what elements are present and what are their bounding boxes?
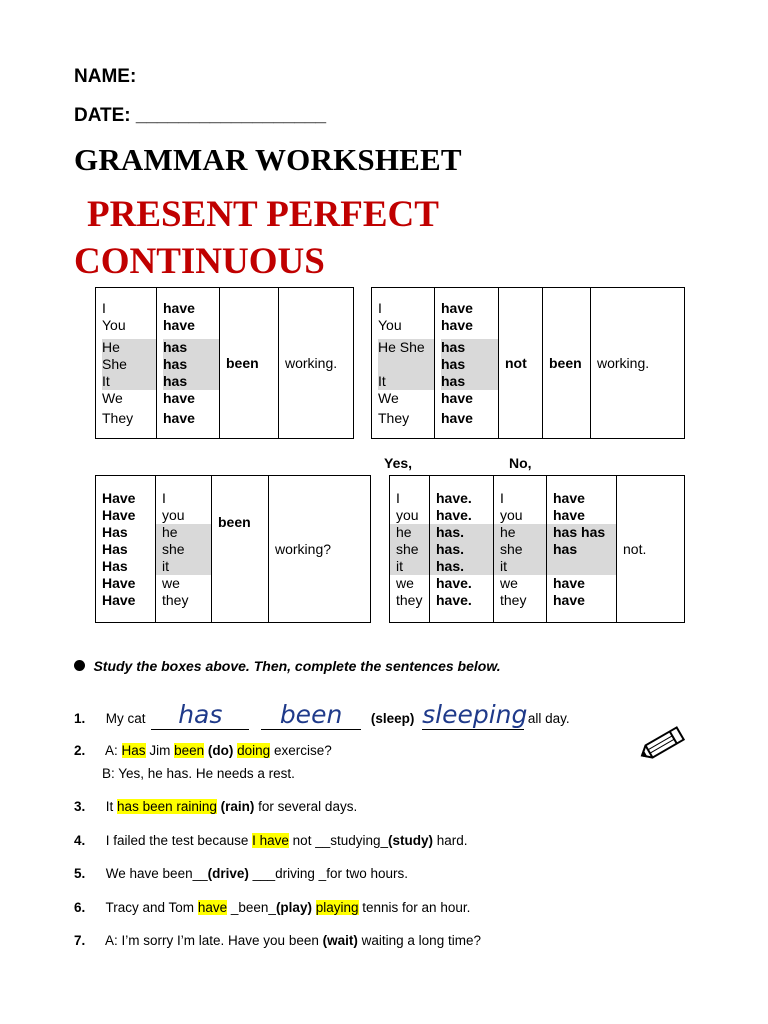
pronoun: they [162, 591, 189, 608]
aux-verb: have. [436, 489, 472, 506]
pronoun: he [390, 524, 429, 541]
aux-column [157, 288, 220, 439]
name-label: NAME: [74, 66, 137, 87]
aux-verb: have. [436, 506, 472, 523]
verb-cue: (drive) [207, 866, 249, 881]
highlighted-answer: doing [237, 743, 271, 758]
aux-column [435, 288, 499, 439]
pronoun: it [390, 558, 429, 575]
aux-verb: has [163, 356, 219, 373]
short-answer-table [389, 475, 685, 623]
not-cell: not [499, 288, 543, 439]
verb-cue: (play) [275, 900, 312, 915]
pronoun: it [156, 558, 211, 575]
exercise-text: waiting a long time? [361, 933, 481, 948]
verb-cue: (sleep) [370, 711, 415, 726]
exercise-4 [74, 833, 468, 848]
aux-verb: Has [102, 557, 128, 574]
pronoun: she [494, 541, 546, 558]
aux-verb: has. [430, 541, 493, 558]
verb-cell: working? [269, 476, 371, 623]
pronoun-column [96, 288, 157, 439]
aux-verb: Has [102, 523, 128, 540]
aux-verb: have [163, 299, 195, 316]
handwritten-answer: been [279, 700, 343, 729]
aux-verb: have [441, 316, 473, 333]
aux-verb: has [163, 373, 219, 390]
aux-verb: have [553, 574, 585, 591]
verb-cue: (study) [388, 833, 433, 848]
pronoun: He [102, 339, 156, 356]
pronoun: You [378, 316, 402, 333]
pronoun: you [500, 506, 523, 523]
date-label: DATE: __________________ [74, 105, 327, 126]
instruction-text: Study the boxes above. Then, complete the sentences below. [93, 658, 501, 674]
pronoun: we [500, 574, 518, 591]
aux-verb: have. [436, 591, 472, 608]
pronoun: she [156, 541, 211, 558]
verb-cell: working. [591, 288, 685, 439]
aux-verb: has. [430, 558, 493, 575]
pronoun: I [396, 489, 400, 506]
aux-verb: has has [547, 524, 616, 541]
pronoun: you [162, 506, 185, 523]
aux-verb: have [441, 299, 473, 316]
aux-verb [547, 558, 616, 575]
exercise-2 [74, 743, 332, 758]
bullet-icon [74, 660, 85, 671]
yes-aux-column [430, 476, 494, 623]
pencil-icon [633, 722, 691, 766]
aux-verb: has [441, 373, 498, 390]
exercise-2-response: B: Yes, he has. He needs a rest. [102, 766, 295, 781]
no-pronoun-column [494, 476, 547, 623]
answer-blank[interactable] [261, 700, 361, 730]
pronoun: I [378, 299, 382, 316]
aux-verb: have [553, 591, 585, 608]
exercise-number: 3. [74, 799, 86, 814]
yes-label: Yes, [384, 455, 413, 471]
exercise-text: not __studying_ [292, 833, 388, 848]
aux-verb: has [163, 339, 219, 356]
exercise-text: A: I’m sorry I’m late. Have you been [105, 933, 319, 948]
aux-verb: has [441, 339, 498, 356]
aux-verb: have [441, 389, 473, 406]
handwritten-answer: has [178, 700, 223, 729]
aux-verb: Have [102, 506, 136, 523]
aux-verb: has [441, 356, 498, 373]
aux-verb: have. [436, 574, 472, 591]
question-table [95, 475, 371, 623]
pronoun: They [378, 409, 410, 426]
exercise-6 [74, 900, 470, 915]
pronoun: it [494, 558, 546, 575]
subtitle-line2: CONTINUOUS [74, 241, 325, 282]
aux-verb: Have [102, 489, 136, 506]
verb-cue: (rain) [220, 799, 255, 814]
exercise-number: 7. [74, 933, 86, 948]
exercise-number: 4. [74, 833, 86, 848]
aux-verb: has. [430, 524, 493, 541]
pronoun: They [102, 409, 134, 426]
handwritten-answer: sleeping [422, 700, 528, 729]
exercise-text: ___driving _for two hours. [252, 866, 408, 881]
verb-cell: working. [279, 288, 354, 439]
pronoun: It [378, 373, 434, 390]
exercise-7 [74, 933, 481, 948]
aux-column [96, 476, 156, 623]
answer-blank[interactable] [151, 700, 249, 730]
highlighted-answer: Has [121, 743, 146, 758]
pronoun: She [102, 356, 156, 373]
aux-verb: has [547, 541, 616, 558]
exercise-number: 5. [74, 866, 86, 881]
been-cell: been [212, 476, 269, 623]
exercise-text: for several days. [258, 799, 358, 814]
highlighted-answer: playing [315, 900, 359, 915]
affirmative-table [95, 287, 354, 439]
highlighted-answer: I have [252, 833, 289, 848]
pronoun: we [396, 574, 414, 591]
pronoun: they [500, 591, 527, 608]
exercise-text: I failed the test because [105, 833, 249, 848]
exercise-text: all day. [527, 711, 570, 726]
pronoun: We [378, 389, 399, 406]
pronoun: We [102, 389, 123, 406]
exercise-text: _been_ [230, 900, 276, 915]
pronoun: I [162, 489, 166, 506]
instruction-row [74, 658, 501, 676]
exercise-number: 1. [74, 711, 86, 726]
aux-verb: have [163, 389, 195, 406]
exercise-text: Tracy and Tom [105, 900, 195, 915]
pronoun [378, 356, 434, 373]
exercise-text: tennis for an hour. [362, 900, 471, 915]
aux-verb: have [553, 489, 585, 506]
aux-verb: Have [102, 574, 136, 591]
exercise-text: A: [105, 743, 118, 758]
verb-cue: (do) [207, 743, 234, 758]
aux-verb: have [441, 409, 473, 426]
pronoun-column [372, 288, 435, 439]
pronoun: he [494, 524, 546, 541]
pronoun: you [396, 506, 419, 523]
aux-verb: have [553, 506, 585, 523]
exercise-text: My cat [105, 711, 146, 726]
no-aux-column [547, 476, 617, 623]
exercise-text: It [105, 799, 114, 814]
pronoun: He She [378, 339, 434, 356]
exercise-text: Jim [149, 743, 171, 758]
been-cell: been [220, 288, 279, 439]
pronoun: she [390, 541, 429, 558]
aux-verb: Have [102, 591, 136, 608]
pronoun: we [162, 574, 180, 591]
highlighted-answer: have [197, 900, 228, 915]
aux-verb: have [163, 316, 195, 333]
yes-pronoun-column [390, 476, 430, 623]
exercise-text: We have been__ [105, 866, 208, 881]
exercise-1 [74, 700, 570, 730]
no-label: No, [509, 455, 532, 471]
exercise-number: 6. [74, 900, 86, 915]
exercise-text: hard. [436, 833, 468, 848]
pronoun: they [396, 591, 423, 608]
negative-table [371, 287, 685, 439]
answer-blank[interactable] [422, 700, 528, 730]
been-cell: been [543, 288, 591, 439]
exercise-text: exercise? [273, 743, 332, 758]
pronoun: You [102, 316, 126, 333]
pronoun: I [500, 489, 504, 506]
exercise-number: 2. [74, 743, 86, 758]
verb-cue: (wait) [322, 933, 358, 948]
aux-verb: Has [102, 540, 128, 557]
not-cell: not. [617, 476, 685, 623]
pronoun-column [156, 476, 212, 623]
highlighted-answer: has been raining [117, 799, 217, 814]
pronoun: he [156, 524, 211, 541]
exercise-5 [74, 866, 408, 881]
pronoun: I [102, 299, 106, 316]
pronoun: It [102, 373, 156, 390]
highlighted-answer: been [174, 743, 205, 758]
worksheet-title: GRAMMAR WORKSHEET [74, 142, 462, 177]
subtitle-line1: PRESENT PERFECT [87, 194, 439, 235]
aux-verb: have [163, 409, 195, 426]
exercise-3 [74, 799, 357, 814]
